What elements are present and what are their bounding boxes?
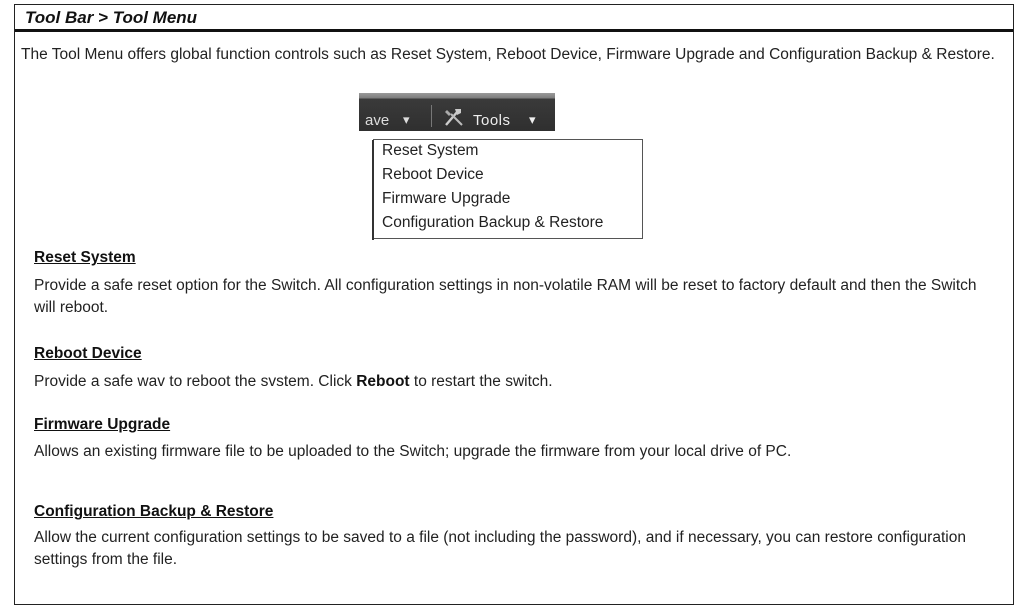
menu-item-firmware-upgrade[interactable]: Firmware Upgrade <box>382 190 511 207</box>
section-title-bar <box>15 5 1013 32</box>
firmware-upgrade-body: Allows an existing firmware file to be uploaded to the Switch; upgrade the firmware from your local drive of PC. <box>34 443 792 460</box>
menu-toolbar <box>359 93 555 131</box>
previous-menu-label[interactable]: ave <box>365 112 390 129</box>
reset-system-heading: Reset System <box>34 249 136 266</box>
tools-menu-label[interactable]: Tools <box>473 112 511 129</box>
caret-down-icon: ▾ <box>403 112 410 127</box>
page-title: Tool Bar > Tool Menu <box>25 8 198 27</box>
dropdown-edge <box>372 140 374 240</box>
intro-paragraph: The Tool Menu offers global function controls such as Reset System, Reboot Device, Firmware Upgrade and Configuration Backup & Restore. <box>21 46 995 63</box>
reboot-device-body <box>34 371 984 393</box>
menu-item-reset-system[interactable]: Reset System <box>382 142 479 159</box>
tool-menu-screenshot <box>359 93 634 235</box>
reboot-device-heading: Reboot Device <box>34 345 142 362</box>
reset-system-body: Provide a safe reset option for the Switch. All configuration settings in non-volatile RAM will be reset to factory default and then the Switch will reboot. <box>34 277 977 316</box>
tools-icon <box>443 106 465 128</box>
tools-dropdown <box>373 139 643 239</box>
firmware-upgrade-heading: Firmware Upgrade <box>34 416 171 433</box>
menu-item-reboot-device[interactable]: Reboot Device <box>382 166 484 183</box>
config-backup-heading: Configuration Backup & Restore <box>34 503 274 520</box>
menu-item-config-backup-restore[interactable]: Configuration Backup & Restore <box>382 214 604 231</box>
document-page <box>14 4 1014 605</box>
config-backup-body: Allow the current configuration settings to be saved to a file (not including the password), and if necessary, you can restore configuration settings from the file. <box>34 529 966 568</box>
reboot-keyword: Reboot <box>356 373 410 390</box>
toolbar-divider <box>431 105 432 127</box>
reboot-body-start: Provide a safe wav to reboot the svstem. Click <box>34 373 357 390</box>
chevron-down-icon: ▾ <box>529 112 536 127</box>
reboot-body-end: to restart the switch. <box>409 373 553 390</box>
